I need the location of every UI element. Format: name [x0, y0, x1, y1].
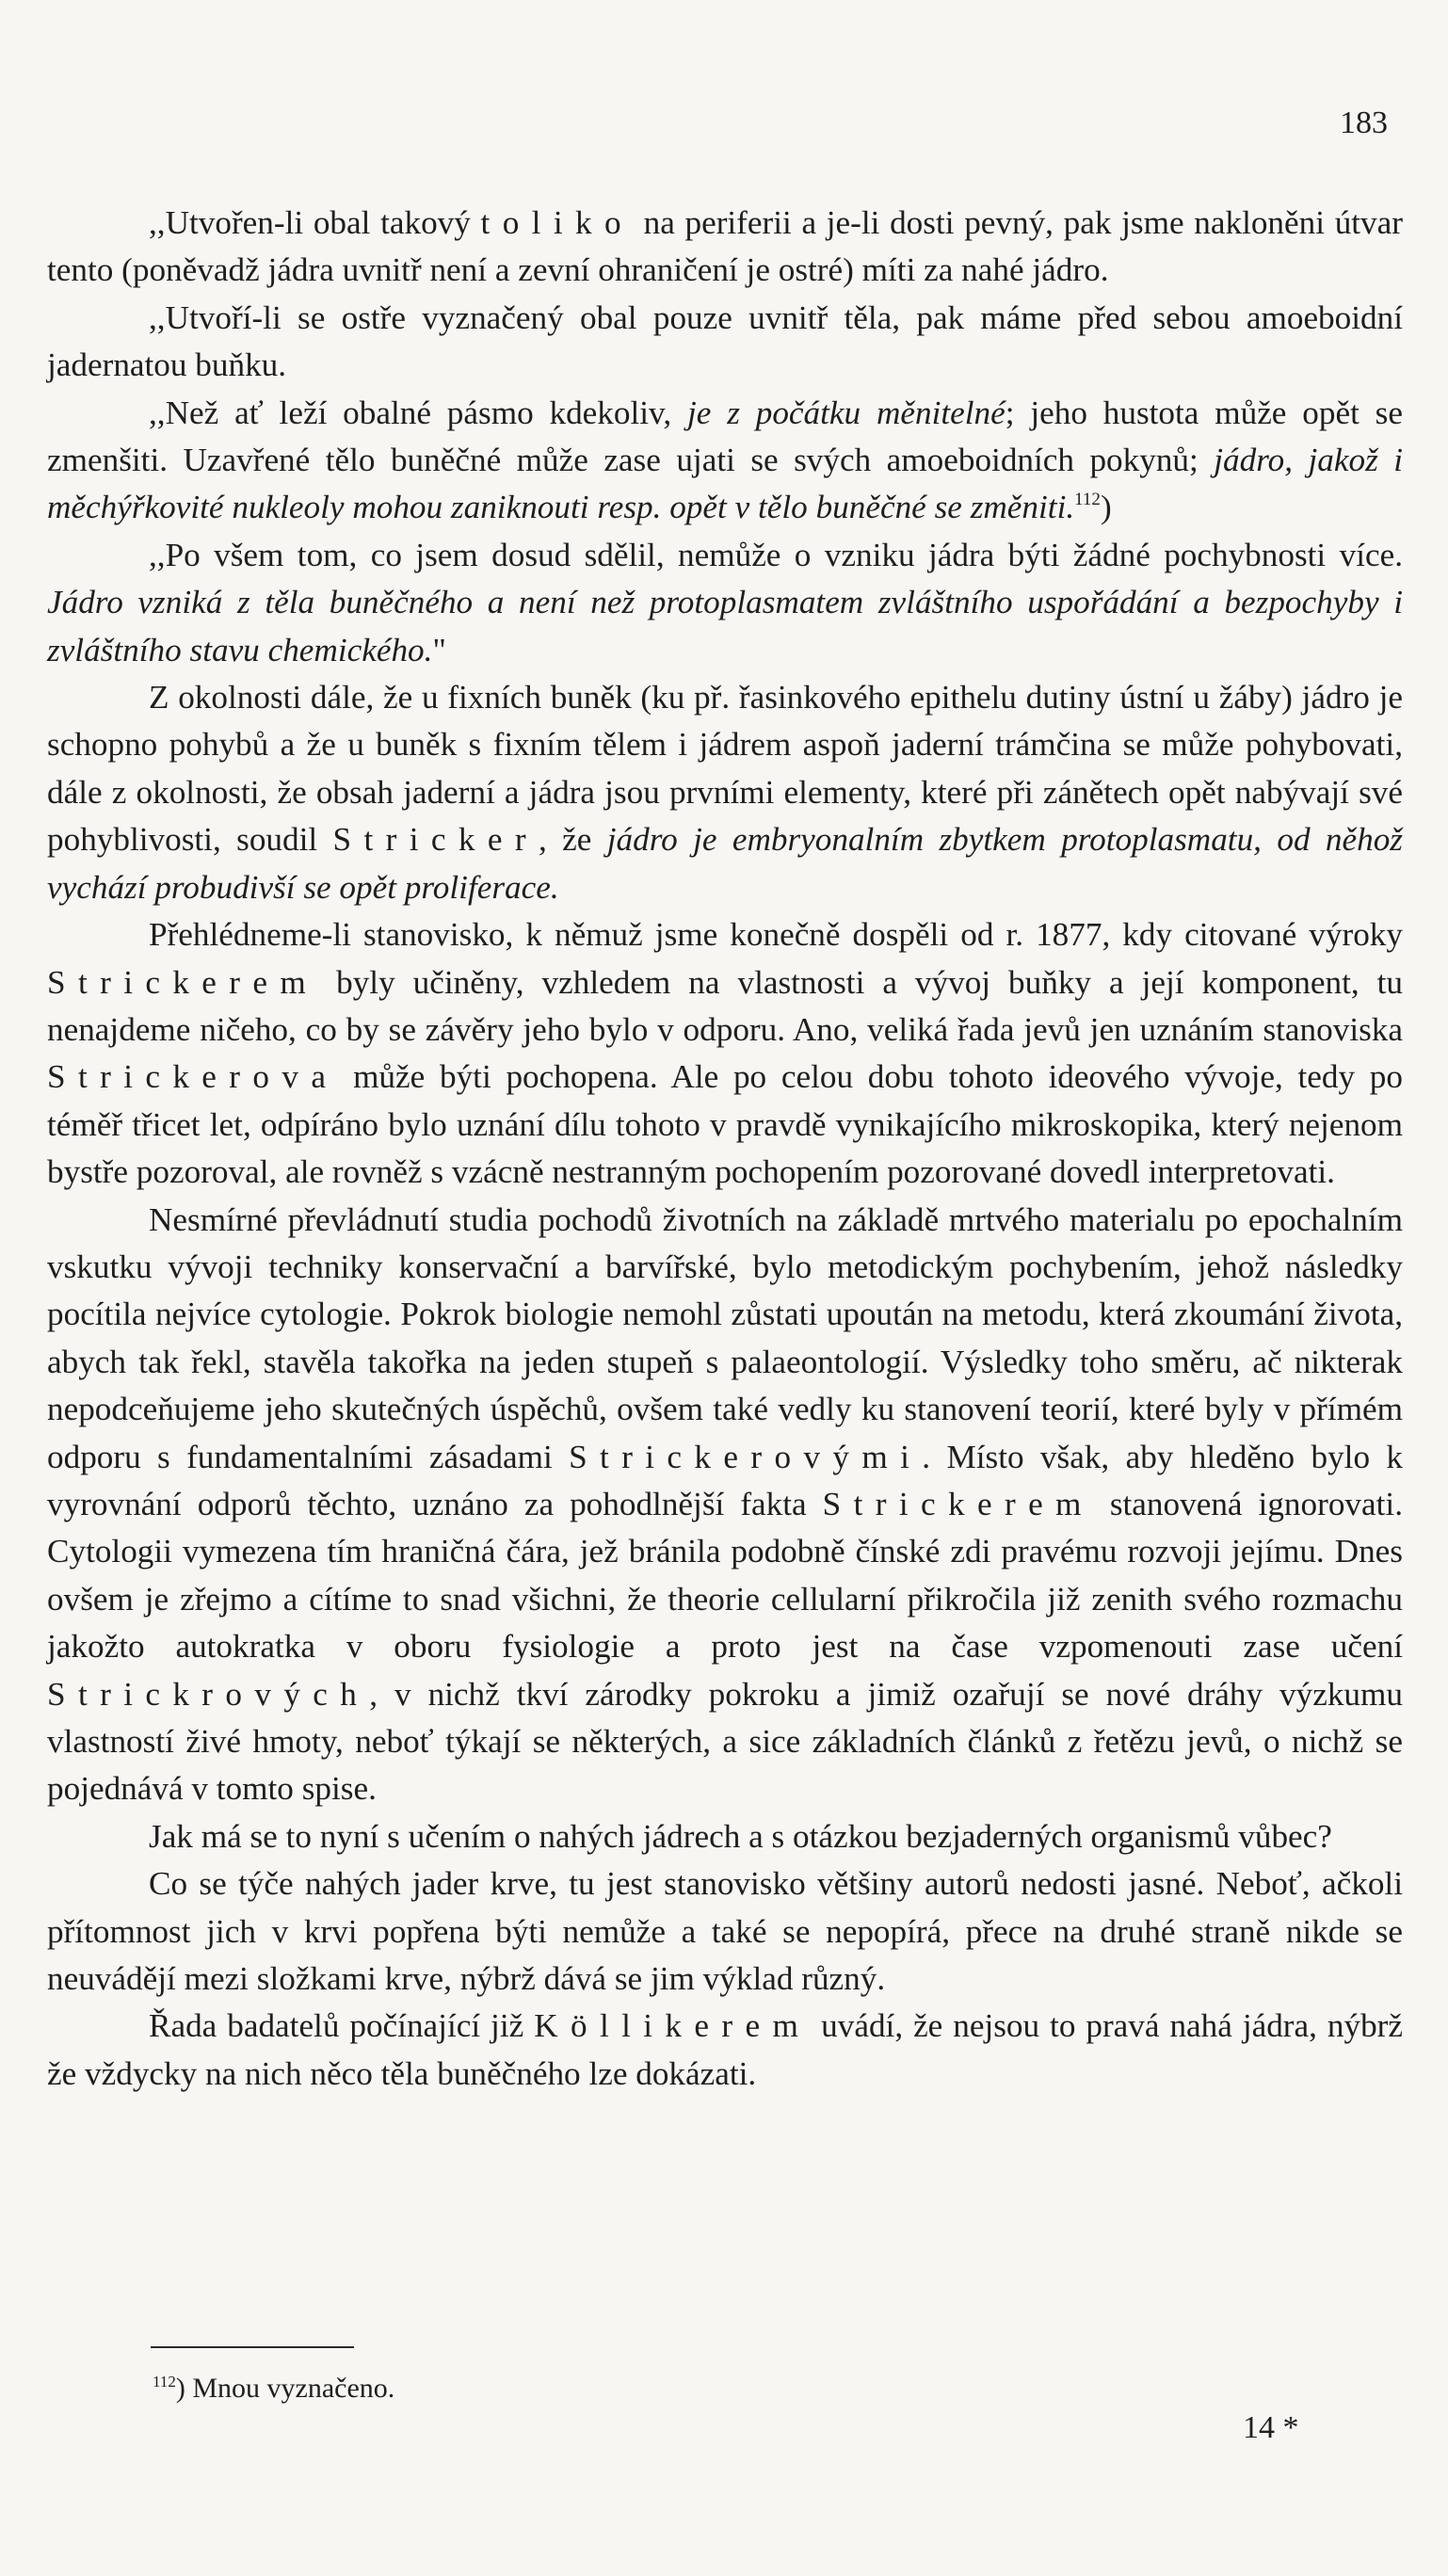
- paragraph: [47, 1197, 1403, 1813]
- text-run: Co se týče nahých jader krve, tu jest stanovisko většiny autorů nedosti jasné. Neboť, ačkoli přítomnost jich v krvi popřena býti nemůže a také se nepopírá, přece na druhé straně nikde se neuvádějí mezi složkami krve, nýbrž dává se jim výklad různý.: [47, 1865, 1403, 1998]
- paragraph: [47, 2003, 1403, 2098]
- emphasis-text: je z počátku měnitelné: [686, 394, 1006, 431]
- text-run: může býti pochopena. Ale po celou dobu tohoto ideového vývoje, tedy po téměř třicet let, odpíráno bylo uznání dílu tohoto v pravdě vynikajícího mikroskopika, který nejenom bystře pozoroval, ale rovněž s vzácně nestranným pochopením pozorované dovedl interpretovati.: [47, 1058, 1403, 1191]
- text-run: na periferii a je-li dosti pevný, pak jsme nakloněni útvar tento (poněvadž jádra uvnitř není a zevní ohraničení je ostré) míti za nahé jádro.: [47, 204, 1403, 289]
- text-run: uvádí, že nejsou to pravá nahá jádra, nýbrž že vždycky na nich něco těla buněčného lze dokázati.: [47, 2007, 1404, 2092]
- text-run: , v nichž tkví zárodky pokroku a jimiž ozařují se nové dráhy výzkumu vlastností živé hmoty, neboť týkají se některých, a sice základních článků z řetězu jevů, o nichž se pojednává v tomto spise.: [47, 1675, 1403, 1808]
- paragraph: [47, 200, 1403, 295]
- footnote: [153, 2373, 394, 2405]
- paragraph: [47, 1813, 1403, 1860]
- footnote-bracket: ): [175, 2373, 185, 2404]
- text-run: Přehlédneme-li stanovisko, k němuž jsme konečně dospěli od r. 1877, kdy citované výroky: [149, 916, 1403, 954]
- spaced-name: toliko: [480, 204, 634, 241]
- text-run: ,,Utvoří-li se ostře vyznačený obal pouze uvnitř těla, pak máme před sebou amoeboidní jadernatou buňku.: [47, 298, 1403, 384]
- spaced-name: Köllikerem: [534, 2007, 812, 2045]
- footnote-rule: [151, 2346, 354, 2348]
- text-run: byly učiněny, vzhledem na vlastnosti a vývoj buňky a její komponent, tu nenajdeme ničeho, co by se závěry jeho bylo v odporu. Ano, veliká řada jevů jen uznáním stanoviska: [47, 963, 1403, 1048]
- text-run: . Místo však, aby hleděno bylo k vyrovnání odporů těchto, uznáno za pohodlnější fakta: [47, 1438, 1403, 1522]
- paragraph: [47, 295, 1403, 390]
- body-text: [47, 200, 1403, 2098]
- text-run: Nesmírné převládnutí studia pochodů životních na základě mrtvého materialu po epochalním vskutku vývoji techniky konservační a barvířské, bylo metodickým pochybením, jehož následky pocítila nejvíce cytologie. Pokrok biologie nemohl zůstati upoután na metodu, která zkoumání života, abych tak řekl, stavěla takořka na jeden stupeň s palaeontologií. Výsledky toho směru, ač nikterak nepodceňujeme jeho skutečných úspěchů, ovšem také vedly ku stanovení teorií, které byly v přímém odporu s fundamentalními zásadami: [47, 1200, 1403, 1475]
- spaced-name: Strickrových: [47, 1675, 370, 1713]
- text-run: Jak má se to nyní s učením o nahých jádrech a s otázkou bezjaderných organismů vůbec?: [149, 1817, 1332, 1855]
- spaced-name: Strickerovými: [569, 1438, 923, 1475]
- spaced-name: Strickerova: [47, 1058, 339, 1096]
- paragraph: [47, 911, 1403, 1196]
- footnote-text: Mnou vyznačeno.: [185, 2373, 395, 2404]
- paragraph: [47, 1860, 1403, 2003]
- text-run: stanovená ignorovati. Cytologii vymezena tím hraničná čára, jež bránila podobně čínské zdi pravému rozvoji jejímu. Dnes ovšem je zřejmo a cítíme to snad všichni, že theorie cellularní přikročila již zenith svého rozmachu jakožto autokratka v oboru fysiologie a proto jest na čase vzpomenouti zase učení: [47, 1485, 1403, 1666]
- printer-signature: 14 *: [1243, 2410, 1299, 2445]
- page-number: 183: [1340, 105, 1388, 140]
- paragraph: [47, 390, 1403, 532]
- footnote-reference: 112: [1074, 490, 1101, 510]
- emphasis-text: Jádro vzniká z těla buněčného a není než protoplasmatem zvláštního uspořádání a bezpochyby i zvláštního stavu chemického.: [47, 584, 1403, 668]
- text-run: ,,Než ať leží obalné pásmo kdekoliv,: [149, 394, 687, 431]
- text-run: ): [1100, 489, 1112, 526]
- text-run: Řada badatelů počínající již: [149, 2007, 535, 2045]
- text-run: ,,Utvořen-li obal takový: [149, 204, 481, 241]
- text-run: Z okolnosti dále, že u fixních buněk (ku př. řasinkového epithelu dutiny ústní u žáby) jádro je schopno pohybů a že u buněk s fixním tělem i jádrem aspoň jaderní trámčina se může pohybovati, dále z okolnosti, že obsah jaderní a jádra jsou prvními elementy, které při zánětech opět nabývají své pohyblivosti, soudil: [47, 679, 1403, 859]
- text-run: , že: [538, 821, 607, 859]
- paragraph: [47, 674, 1403, 911]
- spaced-name: Strickerem: [822, 1485, 1094, 1522]
- text-run: ,,Po všem tom, co jsem dosud sdělil, nemůže o vzniku jádra býti žádné pochybnosti více.: [149, 536, 1403, 573]
- paragraph: [47, 532, 1403, 674]
- text-run: ": [432, 631, 446, 668]
- spaced-name: Stricker: [332, 821, 539, 859]
- text-run: ; jeho hustota může opět se zmenšiti. Uzavřené tělo buněčné může zase ujati se svých amoeboidních pokynů;: [47, 394, 1403, 479]
- emphasis-text: jádro je embryonalním zbytkem protoplasmatu, od něhož vychází probudivší se opět proliferace.: [47, 821, 1404, 906]
- spaced-name: Strickerem: [47, 963, 319, 1001]
- footnote-marker: 112: [153, 2373, 176, 2391]
- emphasis-text: jádro, jakož i měchýřkovité nukleoly mohou zaniknouti resp. opět v tělo buněčné se změniti.: [47, 442, 1404, 526]
